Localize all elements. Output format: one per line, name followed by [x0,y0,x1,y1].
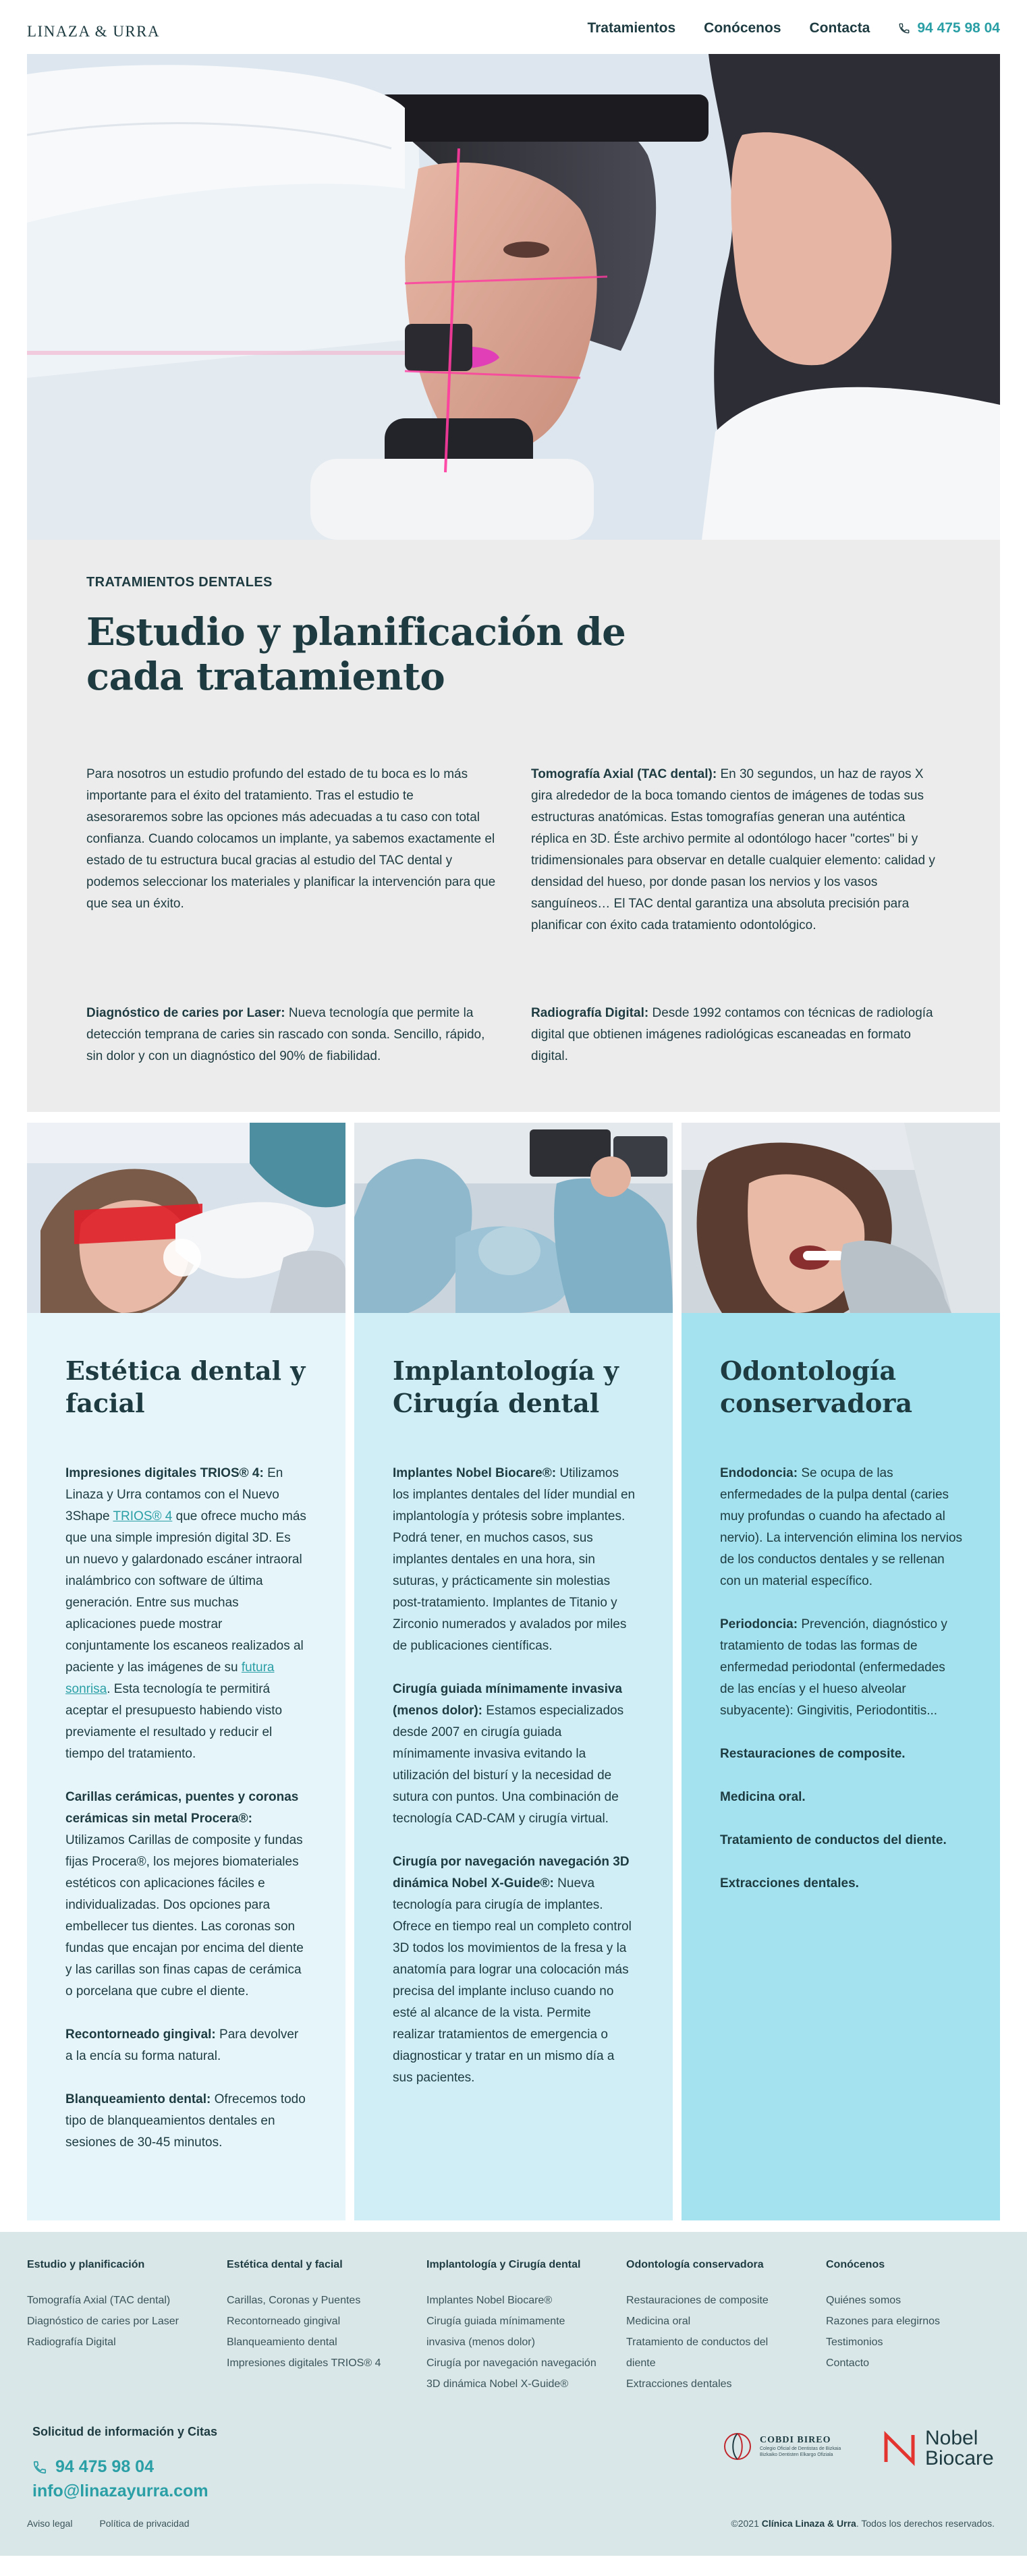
card-paragraph [720,1463,963,1592]
card-paragraph [720,1614,963,1722]
footer-link[interactable]: Cirugía guiada mínimamente [426,2316,565,2327]
footer-link[interactable]: Blanqueamiento dental [227,2336,337,2348]
footer-link[interactable]: Extracciones dentales [626,2378,732,2390]
card-implantologia-image [354,1123,673,1313]
extracciones-item: Extracciones dentales. [720,1876,859,1891]
site-footer [0,2232,1027,2556]
section-title: Estudio y planificación de cada tratamiento [86,610,626,699]
footer-phone-number: 94 475 98 04 [55,2457,154,2476]
footer-link[interactable]: Diagnóstico de caries por Laser [27,2316,179,2327]
cobdi-name: COBDI BIREO [760,2435,831,2445]
recontorneado-title: Recontorneado gingival: [65,2027,216,2042]
footer-link[interactable]: 3D dinámica Nobel X-Guide® [426,2378,569,2390]
cobdi-emblem-icon [722,2430,753,2463]
trios-text-c: . Esta tecnología te permitirá aceptar el presupuesto habiendo visto previamente el resultado y reducir el tiempo del tratamiento. [65,1682,283,1761]
footer-col-estetica [227,2259,422,2374]
card-paragraph [393,1679,636,1830]
main-nav [587,20,1000,36]
intro-paragraph [86,764,498,915]
header-phone-number: 94 475 98 04 [917,20,1000,36]
radiografia-title: Radiografía Digital: [531,1006,649,1020]
intro-section [27,540,1000,1112]
footer-col-title[interactable]: Conócenos [826,2259,885,2270]
blanqueamiento-title: Blanqueamiento dental: [65,2092,211,2106]
phone-icon [32,2460,47,2475]
aviso-legal-link[interactable]: Aviso legal [27,2518,73,2529]
nobel-line2: Biocare [925,2447,994,2469]
xguide-text: Nueva tecnología para cirugía de implantes. Ofrece en tiempo real un completo control 3D todos los movimientos de la fresa y la anatomía para lograr una colocación más precisa del implante incluso cuando no esté al alcance de la vista. Permite realizar tratamientos de emergencia o diagnosticar y tratar en un mismo día a sus pacientes. [393,1876,632,2085]
hero-illustration [27,54,1000,540]
contact-heading: Solicitud de información y Citas [32,2425,218,2438]
site-header [0,0,1027,54]
laser-title: Diagnóstico de caries por Laser: [86,1006,285,1020]
copyright-pre: ©2021 [731,2518,762,2529]
site-logo[interactable]: LINAZA & URRA [27,23,161,40]
nav-conocenos[interactable]: Conócenos [704,20,781,36]
restauraciones-item: Restauraciones de composite. [720,1747,906,1761]
card-paragraph [65,2089,308,2154]
footer-link[interactable]: diente [626,2357,656,2369]
legal-links [27,2518,190,2529]
hero-image [27,54,1000,540]
footer-col-title[interactable]: Estética dental y facial [227,2259,343,2270]
footer-col-odontologia [626,2259,822,2395]
copyright [731,2518,995,2529]
medicina-oral-item: Medicina oral. [720,1790,806,1804]
card-paragraph [393,1851,636,2089]
card-paragraph [65,1463,308,1765]
blanqueamiento-text: Ofrecemos todo tipo de blanqueamientos dentales en sesiones de 30-45 minutos. [65,2092,306,2150]
copyright-post: . Todos los derechos reservados. [856,2518,995,2529]
privacidad-link[interactable]: Política de privacidad [99,2518,190,2529]
carillas-text: Utilizamos Carillas de composite y fundas fijas Procera®, los mejores biomateriales estéticos con aplicaciones fáciles e individualizadas. Dos opciones para embellecer tus dientes. Las coronas son fundas que encajan por encima del diente y las carillas son finas capas de cerámica o porcelana que cubre el diente. [65,1833,304,1998]
card-odontologia-body [720,1463,963,1916]
footer-phone-link[interactable] [32,2457,154,2477]
footer-email-link[interactable]: info@linazayurra.com [32,2482,209,2500]
recontorneado-text: Para devolver a la encía su forma natural. [65,2027,299,2063]
card-implantologia [354,1123,673,2220]
nav-contacta[interactable]: Contacta [809,20,870,36]
cirugia-guiada-title: Cirugía guiada mínimamente invasiva (menos dolor): [393,1682,622,1718]
carillas-title: Carillas cerámicas, puentes y coronas cerámicas sin metal Procera®: [65,1790,299,1826]
card-paragraph [720,1873,963,1895]
trios-link[interactable]: TRIOS® 4 [113,1509,173,1523]
tac-text: En 30 segundos, un haz de rayos X gira alrededor de la boca tomando cientos de imágenes de todas sus estructuras anatómicas. Estas tomografías generan una auténtica réplica en 3D. Éste archivo permite al odontólogo hacer "cortes" bi y tridimensionales para observar en detalle cualquier elemento: calidad y densidad del hueso, por donde pasan los nervios y los vasos sanguíneos… El TAC dental garantiza una absoluta precisión para planificar con éxito cada tratamiento odontológico. [531,767,935,932]
cirugia-guiada-text: Estamos especializados desde 2007 en cirugía guiada mínimamente invasiva evitando la utilización del bisturí y la necesidad de sutura con puntos. Una combinación de tecnología CAD-CAM y cirugía virtual. [393,1704,624,1826]
footer-col-title[interactable]: Estudio y planificación [27,2259,145,2270]
copyright-brand: Clínica Linaza & Urra [761,2518,856,2529]
trios-text-a: En Linaza y Urra contamos con el Nuevo 3Shape [65,1466,283,1523]
radiografia-text: Desde 1992 contamos con técnicas de radiología digital que obtienen imágenes radiológicas escaneadas en formato digital. [531,1006,933,1063]
card-odontologia [682,1123,1000,2220]
card-odontologia-image [682,1123,1000,1313]
tac-title: Tomografía Axial (TAC dental): [531,767,717,781]
card-implantologia-title: Implantología y Cirugía dental [393,1355,619,1418]
nobel-text: Utilizamos los implantes dentales del líder mundial en implantología y prótesis sobre implantes. Podrá tener, en muchos casos, sus implantes dentales en una hora, sin suturas, y prácticamente sin molestias post-tratamiento. Implantes de Titanio y Zirconio numerados y avalados por miles de publicaciones científicas. [393,1466,636,1653]
nobel-line1: Nobel [925,2427,978,2449]
footer-link[interactable]: Restauraciones de composite [626,2295,769,2306]
header-phone-link[interactable] [898,20,1000,36]
periodoncia-text: Prevención, diagnóstico y tratamiento de todas las formas de enfermedad periodontal (enfermedades de las encías y el hueso alveolar subyacente): Gingivitis, Periodontitis... [720,1617,947,1718]
card-estetica-title: Estética dental y facial [65,1355,306,1418]
footer-link[interactable]: Medicina oral [626,2316,691,2327]
footer-link[interactable]: Testimonios [826,2336,883,2348]
periodoncia-title: Periodoncia: [720,1617,798,1631]
conductos-item: Tratamiento de conductos del diente. [720,1833,947,1847]
footer-col-conocenos [826,2259,1000,2374]
cobdi-logo[interactable] [722,2425,857,2468]
endodoncia-text: Se ocupa de las enfermedades de la pulpa dental (caries muy profundas o cuando ha afectado al nervio). La intervención elimina los nervios de los conductos dentales y se rellenan con un material específico. [720,1466,963,1588]
card-paragraph [65,2024,308,2067]
nobel-title: Implantes Nobel Biocare®: [393,1466,557,1480]
footer-link[interactable]: Contacto [826,2357,870,2369]
footer-link[interactable]: Implantes Nobel Biocare® [426,2295,553,2306]
footer-link[interactable]: Cirugía por navegación navegación [426,2357,596,2369]
cobdi-sub1: Colegio Oficial de Dentistas de Bizkaia [760,2446,841,2451]
card-paragraph [720,1830,963,1851]
card-estetica-body [65,1463,308,2175]
nobel-n-icon [881,2430,918,2467]
card-paragraph [720,1743,963,1765]
futura-sonrisa-link[interactable]: futura sonrisa [65,1660,275,1696]
nobel-text [925,2428,994,2469]
footer-link[interactable]: Carillas, Coronas y Puentes [227,2295,361,2306]
footer-col-title[interactable]: Implantología y Cirugía dental [426,2259,581,2270]
footer-col-title[interactable]: Odontología conservadora [626,2259,764,2270]
cobdi-text [760,2435,841,2458]
laser-paragraph [86,1003,498,1067]
intro-text: Para nosotros un estudio profundo del estado de tu boca es lo más importante para el éxito del tratamiento. Tras el estudio te asesoraremos sobre las opciones más adecuadas a tu caso con total confianza. Cuando colocamos un implante, ya sabemos exactamente el estado de tu estructura bucal gracias al estudio del TAC dental y podemos seleccionar los materiales y planificar la intervención para que que sea un éxito. [86,767,496,911]
footer-link[interactable]: Radiografía Digital [27,2336,116,2348]
section-eyebrow: TRATAMIENTOS DENTALES [86,575,273,590]
card-estetica [27,1123,345,2220]
nobel-biocare-logo[interactable] [881,2425,994,2472]
xguide-title: Cirugía por navegación navegación 3D dinámica Nobel X-Guide®: [393,1855,630,1891]
card-odontologia-title: Odontología conservadora [720,1355,912,1418]
footer-col-estudio [27,2259,223,2353]
endodoncia-title: Endodoncia: [720,1466,798,1480]
footer-link[interactable]: invasiva (menos dolor) [426,2336,535,2348]
nav-tratamientos[interactable]: Tratamientos [587,20,676,36]
footer-link[interactable]: Recontorneado gingival [227,2316,341,2327]
trios-text-b: que ofrece mucho más que una simple impresión digital 3D. Es un nuevo y galardonado escáner intraoral inalámbrico con software de última generación. Entre sus muchas aplicaciones puede mostrar conjuntamente los escaneos realizados al paciente y las imágenes de su [65,1509,306,1675]
footer-link[interactable]: Tratamiento de conductos del [626,2336,769,2348]
card-paragraph [720,1787,963,1808]
footer-link[interactable]: Impresiones digitales TRIOS® 4 [227,2357,381,2369]
cobdi-sub2: Bizkaiko Dentisten Elkargo Ofiziala [760,2453,833,2457]
trios-title: Impresiones digitales TRIOS® 4: [65,1466,264,1480]
card-paragraph [65,1787,308,2003]
radiografia-paragraph [531,1003,943,1067]
phone-icon [898,22,910,34]
card-paragraph [393,1463,636,1657]
footer-link[interactable]: Quiénes somos [826,2295,901,2306]
laser-text: Nueva tecnología que permite la detección temprana de caries sin rascado con sonda. Sencillo, rápido, sin dolor y con un diagnóstico del 90% de fiabilidad. [86,1006,485,1063]
card-implantologia-body [393,1463,636,2110]
tac-paragraph [531,764,943,936]
footer-link[interactable]: Tomografía Axial (TAC dental) [27,2295,171,2306]
footer-link[interactable]: Razones para elegirnos [826,2316,940,2327]
footer-col-implantologia [426,2259,622,2395]
card-estetica-image [27,1123,345,1313]
